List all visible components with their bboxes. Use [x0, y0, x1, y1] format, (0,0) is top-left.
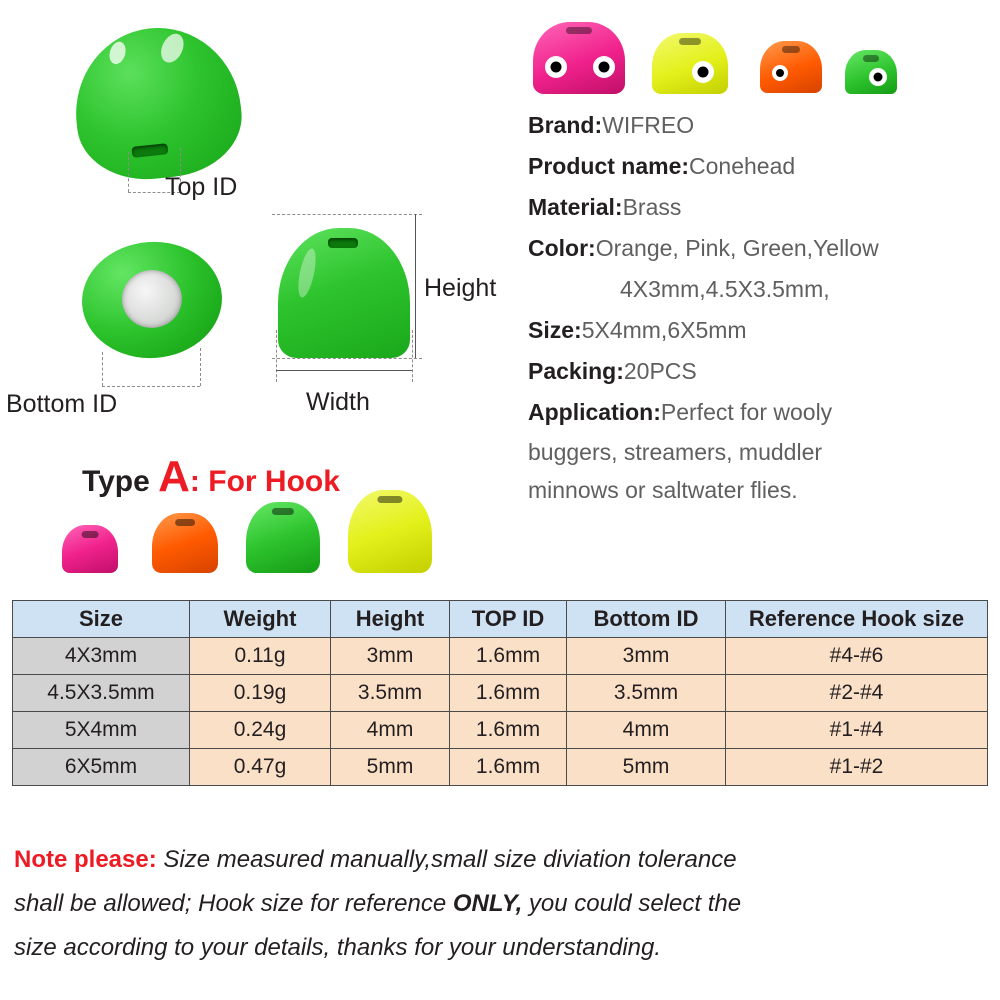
table-row	[13, 712, 988, 749]
cell-hook-size: #1-#2	[726, 749, 988, 786]
top-hole-icon	[328, 238, 358, 248]
cell-bottom-id: 3.5mm	[567, 675, 726, 712]
table-header-weight: Weight	[190, 601, 331, 638]
cone-sample-yellow	[348, 490, 432, 573]
spec-key-application: Application:	[528, 399, 661, 425]
height-dimension-line	[415, 214, 416, 358]
cell-bottom-id: 5mm	[567, 749, 726, 786]
cone-side-view-illustration	[278, 228, 410, 358]
spec-row-product-name	[528, 146, 998, 187]
cone-eye-pink	[533, 22, 625, 94]
label-bottom-id: Bottom ID	[6, 390, 118, 418]
size-spec-table	[12, 600, 988, 786]
spec-key-color: Color:	[528, 235, 596, 261]
width-guide-right	[412, 330, 413, 382]
cell-weight: 0.24g	[190, 712, 331, 749]
specification-list	[528, 105, 998, 509]
top-hole-icon	[272, 508, 294, 515]
spec-key-brand: Brand:	[528, 112, 603, 138]
spec-key-packing: Packing:	[528, 358, 624, 384]
note-emphasis-only: ONLY,	[452, 890, 523, 917]
spec-value-color: Orange, Pink, Green,Yellow	[595, 235, 879, 261]
eye-icon	[772, 65, 788, 81]
note-line-3: size according to your details, thanks for your understanding.	[14, 934, 662, 961]
highlight-stripe-icon	[295, 247, 319, 299]
cell-size: 4.5X3.5mm	[13, 675, 190, 712]
width-dimension-line	[276, 370, 412, 371]
cell-top-id: 1.6mm	[450, 712, 567, 749]
spec-value-brand: WIFREO	[602, 112, 695, 138]
label-width: Width	[306, 388, 370, 416]
spec-value-material: Brass	[622, 194, 682, 220]
cell-top-id: 1.6mm	[450, 749, 567, 786]
spec-value-application: Perfect for wooly	[660, 399, 833, 425]
table-row	[13, 675, 988, 712]
cell-weight: 0.47g	[190, 749, 331, 786]
cell-size: 4X3mm	[13, 638, 190, 675]
table-header-bottom-id: Bottom ID	[567, 601, 726, 638]
cell-size: 6X5mm	[13, 749, 190, 786]
cone-large-illustration	[68, 20, 248, 186]
top-hole-icon	[782, 46, 800, 53]
cone-bottom-view-illustration	[78, 237, 226, 362]
top-hole-icon	[131, 143, 168, 158]
note-line-2c: you could select the	[522, 890, 742, 917]
cone-eye-yellow	[652, 33, 728, 94]
highlight-stripe-icon	[108, 41, 126, 65]
table-header-reference-hook-size: Reference Hook size	[726, 601, 988, 638]
spec-row-application	[528, 392, 998, 433]
top-hole-icon	[863, 55, 879, 62]
spec-value-packing: 20PCS	[623, 358, 697, 384]
eye-icon	[545, 56, 567, 78]
cone-eye-green	[845, 50, 897, 94]
spec-application-line-2: buggers, streamers, muddler	[528, 439, 823, 465]
table-header-size: Size	[13, 601, 190, 638]
note-line-1: Size measured manually,small size diviation tolerance	[156, 846, 737, 873]
height-guide-top	[272, 214, 422, 215]
width-guide-left	[276, 330, 277, 382]
table-header-top-id: TOP ID	[450, 601, 567, 638]
cell-hook-size: #4-#6	[726, 638, 988, 675]
bottom-id-leader-left	[102, 352, 103, 386]
cell-height: 5mm	[331, 749, 450, 786]
eye-icon	[593, 56, 615, 78]
spec-size-line-1: 4X3mm,4.5X3.5mm,	[620, 276, 830, 302]
cone-sample-orange	[152, 513, 218, 573]
cell-bottom-id: 3mm	[567, 638, 726, 675]
cone-sample-pink	[62, 525, 118, 573]
bottom-hole-icon	[120, 268, 184, 330]
top-hole-icon	[377, 496, 402, 503]
spec-key-product-name: Product name:	[528, 153, 690, 179]
label-height: Height	[424, 274, 497, 302]
cone-sample-green	[246, 502, 320, 573]
label-top-id: Top ID	[165, 173, 238, 201]
cell-weight: 0.19g	[190, 675, 331, 712]
table-body	[13, 638, 988, 786]
eye-icon	[869, 68, 887, 86]
type-suffix: : For Hook	[189, 465, 340, 498]
highlight-stripe-icon	[159, 33, 186, 64]
cell-top-id: 1.6mm	[450, 675, 567, 712]
spec-key-size: Size:	[528, 317, 582, 343]
table-row	[13, 638, 988, 675]
cell-hook-size: #1-#4	[726, 712, 988, 749]
cone-eye-orange	[760, 41, 822, 93]
spec-row-brand	[528, 105, 998, 146]
top-hole-icon	[175, 519, 195, 526]
table-header-row	[13, 601, 988, 638]
top-hole-icon	[566, 27, 592, 34]
spec-row-size	[528, 310, 998, 351]
cell-height: 3mm	[331, 638, 450, 675]
top-hole-icon	[82, 531, 99, 538]
spec-row-material	[528, 187, 998, 228]
cell-bottom-id: 4mm	[567, 712, 726, 749]
spec-key-material: Material:	[528, 194, 623, 220]
cell-size: 5X4mm	[13, 712, 190, 749]
table-head	[13, 601, 988, 638]
table-row	[13, 749, 988, 786]
type-letter: A	[158, 452, 190, 501]
cell-height: 3.5mm	[331, 675, 450, 712]
table-header-height: Height	[331, 601, 450, 638]
eye-icon	[692, 61, 714, 83]
note-block	[14, 838, 989, 970]
spec-row-packing	[528, 351, 998, 392]
note-line-2a: shall be allowed; Hook size for reference	[14, 890, 453, 917]
note-label: Note please:	[14, 846, 157, 873]
cell-weight: 0.11g	[190, 638, 331, 675]
bottom-id-leader-right	[200, 348, 201, 386]
product-diagram	[0, 0, 520, 460]
spec-row-color	[528, 228, 998, 269]
top-hole-icon	[679, 38, 701, 45]
cell-top-id: 1.6mm	[450, 638, 567, 675]
spec-application-line-3: minnows or saltwater flies.	[528, 477, 798, 503]
type-prefix: Type	[82, 465, 159, 498]
bottom-id-leader-bottom	[102, 386, 200, 387]
cell-hook-size: #2-#4	[726, 675, 988, 712]
height-guide-bottom	[272, 358, 422, 359]
type-a-heading	[82, 452, 340, 502]
cell-height: 4mm	[331, 712, 450, 749]
spec-value-product-name: Conehead	[689, 153, 796, 179]
spec-value-size: 5X4mm,6X5mm	[581, 317, 747, 343]
top-id-leader-left	[128, 152, 129, 192]
